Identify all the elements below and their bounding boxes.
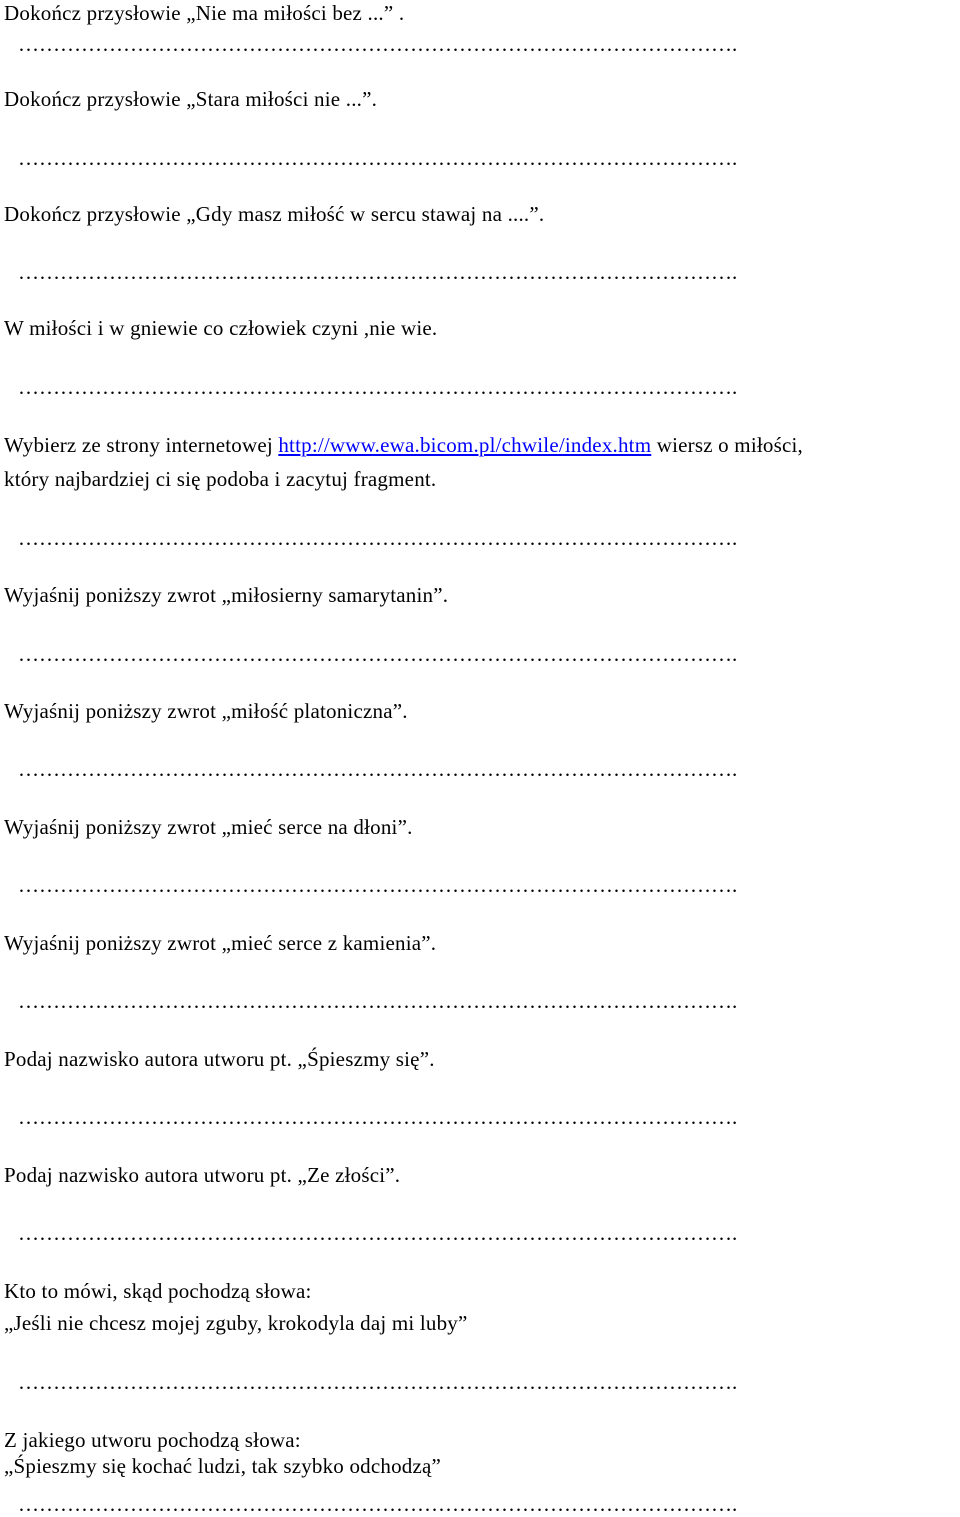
question-12: Kto to mówi, skąd pochodzą słowa: [4, 1279, 312, 1303]
answer-line-3: …………………………………………………………………………………………. [18, 260, 738, 284]
question-2: Dokończ przysłowie „Stara miłości nie ...”. [4, 87, 378, 111]
answer-line-2: …………………………………………………………………………………………. [18, 146, 738, 170]
question-13-quote: „Śpieszmy się kochać ludzi, tak szybko odchodzą” [4, 1454, 442, 1478]
question-5-text-after: wiersz o miłości, [656, 433, 803, 457]
question-4: W miłości i w gniewie co człowiek czyni ,nie wie. [4, 316, 438, 340]
ewa-bicom-link[interactable]: http://www.ewa.bicom.pl/chwile/index.htm [278, 433, 652, 457]
answer-line-8: …………………………………………………………………………………………. [18, 873, 738, 897]
question-8: Wyjaśnij poniższy zwrot „mieć serce na dłoni”. [4, 815, 413, 839]
question-5-text-before: Wybierz ze strony internetowej [4, 433, 279, 457]
question-12-quote: „Jeśli nie chcesz mojej zguby, krokodyla daj mi luby” [4, 1311, 468, 1335]
question-13: Z jakiego utworu pochodzą słowa: [4, 1428, 301, 1452]
answer-line-7: …………………………………………………………………………………………. [18, 757, 738, 781]
answer-line-9: …………………………………………………………………………………………. [18, 989, 738, 1013]
answer-line-4: …………………………………………………………………………………………. [18, 375, 738, 399]
answer-line-5: …………………………………………………………………………………………. [18, 526, 738, 550]
answer-line-10: …………………………………………………………………………………………. [18, 1105, 738, 1129]
answer-line-13: …………………………………………………………………………………………. [18, 1492, 738, 1516]
question-9: Wyjaśnij poniższy zwrot „mieć serce z kamienia”. [4, 931, 437, 955]
question-5-line-2: który najbardziej ci się podoba i zacytuj fragment. [4, 467, 437, 491]
answer-line-11: …………………………………………………………………………………………. [18, 1221, 738, 1245]
question-10: Podaj nazwisko autora utworu pt. „Śpieszmy się”. [4, 1047, 435, 1071]
answer-line-12: …………………………………………………………………………………………. [18, 1370, 738, 1394]
question-5 [4, 432, 803, 458]
question-6: Wyjaśnij poniższy zwrot „miłosierny samarytanin”. [4, 583, 449, 607]
answer-line-6: …………………………………………………………………………………………. [18, 642, 738, 666]
answer-line-1: …………………………………………………………………………………………. [18, 32, 738, 56]
question-1: Dokończ przysłowie „Nie ma miłości bez ...” . [4, 1, 405, 25]
question-3: Dokończ przysłowie „Gdy masz miłość w sercu stawaj na ....”. [4, 202, 545, 226]
question-11: Podaj nazwisko autora utworu pt. „Ze złości”. [4, 1163, 401, 1187]
question-7: Wyjaśnij poniższy zwrot „miłość platoniczna”. [4, 699, 408, 723]
